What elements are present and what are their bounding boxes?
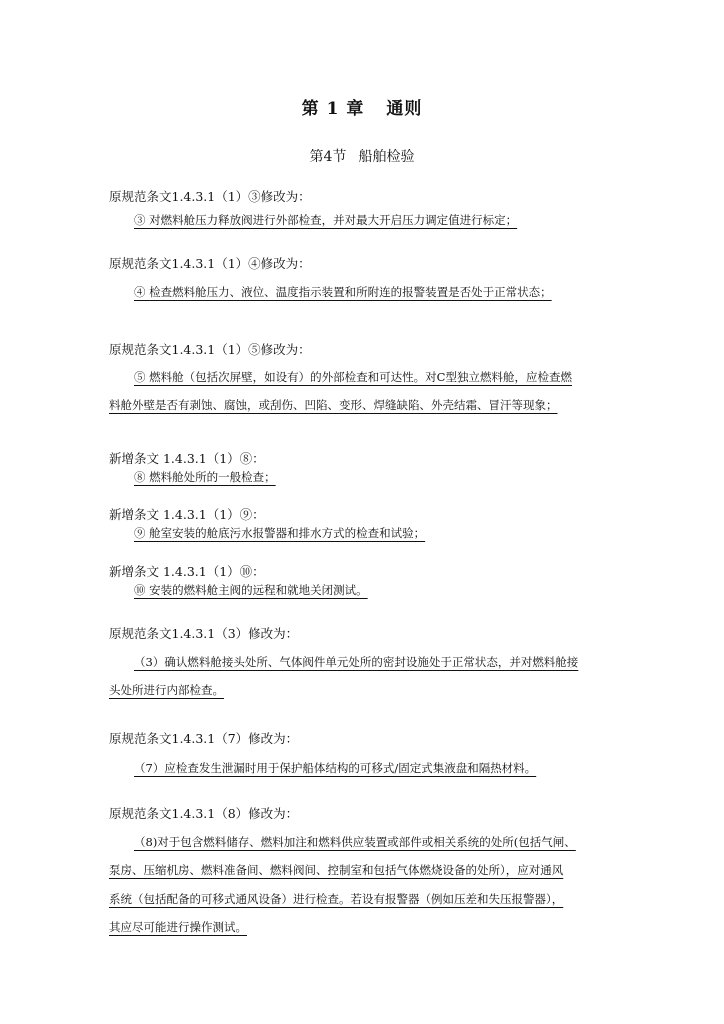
clause-heading: 新增条文 1.4.3.1（1）⑧： [109,451,265,466]
chapter-name: 通则 [386,99,423,119]
clause-text-line: ⑨ 舱室安装的舱底污水报警器和排水方式的检查和试验； [134,526,426,540]
section-number: 第4节 [309,149,347,165]
clause-text-line: （7）应检查发生泄漏时用于保护船体结构的可移式/固定式集液盘和隔热材料。 [134,761,537,775]
clause-text-line: ④ 检查燃料舱压力、液位、温度指示装置和所附连的报警装置是否处于正常状态； [134,285,552,299]
clause-text-line: ⑧ 燃料舱处所的一般检查； [134,470,276,484]
clause-heading: 原规范条文1.4.3.1（1）③修改为： [109,189,311,204]
clause-text-line: ③ 对燃料舱压力释放阀进行外部检查，并对最大开启压力调定值进行标定； [134,213,518,227]
clause-text-line: 泵房、压缩机房、燃料准备间、燃料阀间、控制室和包括气体燃烧设备的处所），应对通风 [109,863,564,877]
clause-heading: 原规范条文1.4.3.1（1）④修改为： [109,256,311,271]
chapter-title [0,94,724,119]
clause-heading: 原规范条文1.4.3.1（3）修改为： [109,626,299,641]
clause-heading: 原规范条文1.4.3.1（1）⑤修改为： [109,342,311,357]
clause-heading: 原规范条文1.4.3.1（8）修改为： [109,806,299,821]
clause-heading: 新增条文 1.4.3.1（1）⑨： [109,507,265,522]
section-name: 船舶检验 [358,149,415,165]
clause-heading: 原规范条文1.4.3.1（7）修改为： [109,731,299,746]
clause-text-line: ⑤ 燃料舱（包括次屏壁，如设有）的外部检查和可达性。对C型独立燃料舱，应检查燃 [134,370,572,384]
clause-text-line: 系统（包括配备的可移式通风设备）进行检查。若设有报警器（例如压差和失压报警器）， [109,892,564,906]
clause-text-line: 料舱外壁是否有剥蚀、腐蚀，或刮伤、凹陷、变形、焊缝缺陷、外壳结霜、冒汗等现象； [109,398,558,412]
clause-text-line: 其应尽可能进行操作测试。 [109,920,247,934]
clause-text-line: 头处所进行内部检查。 [109,683,224,697]
clause-heading: 新增条文 1.4.3.1（1）⑩： [109,564,265,579]
section-title [0,146,724,166]
chapter-number: 第 1 章 [301,99,365,119]
clause-text-line: （8)对于包含燃料储存、燃料加注和燃料供应装置或部件或相关系统的处所(包括气闸、 [134,835,576,849]
clause-text-line: ⑩ 安装的燃料舱主阀的远程和就地关闭测试。 [134,583,368,597]
clause-text-line: （3）确认燃料舱接头处所、气体阀件单元处所的密封设施处于正常状态，并对燃料舱接 [134,655,579,669]
